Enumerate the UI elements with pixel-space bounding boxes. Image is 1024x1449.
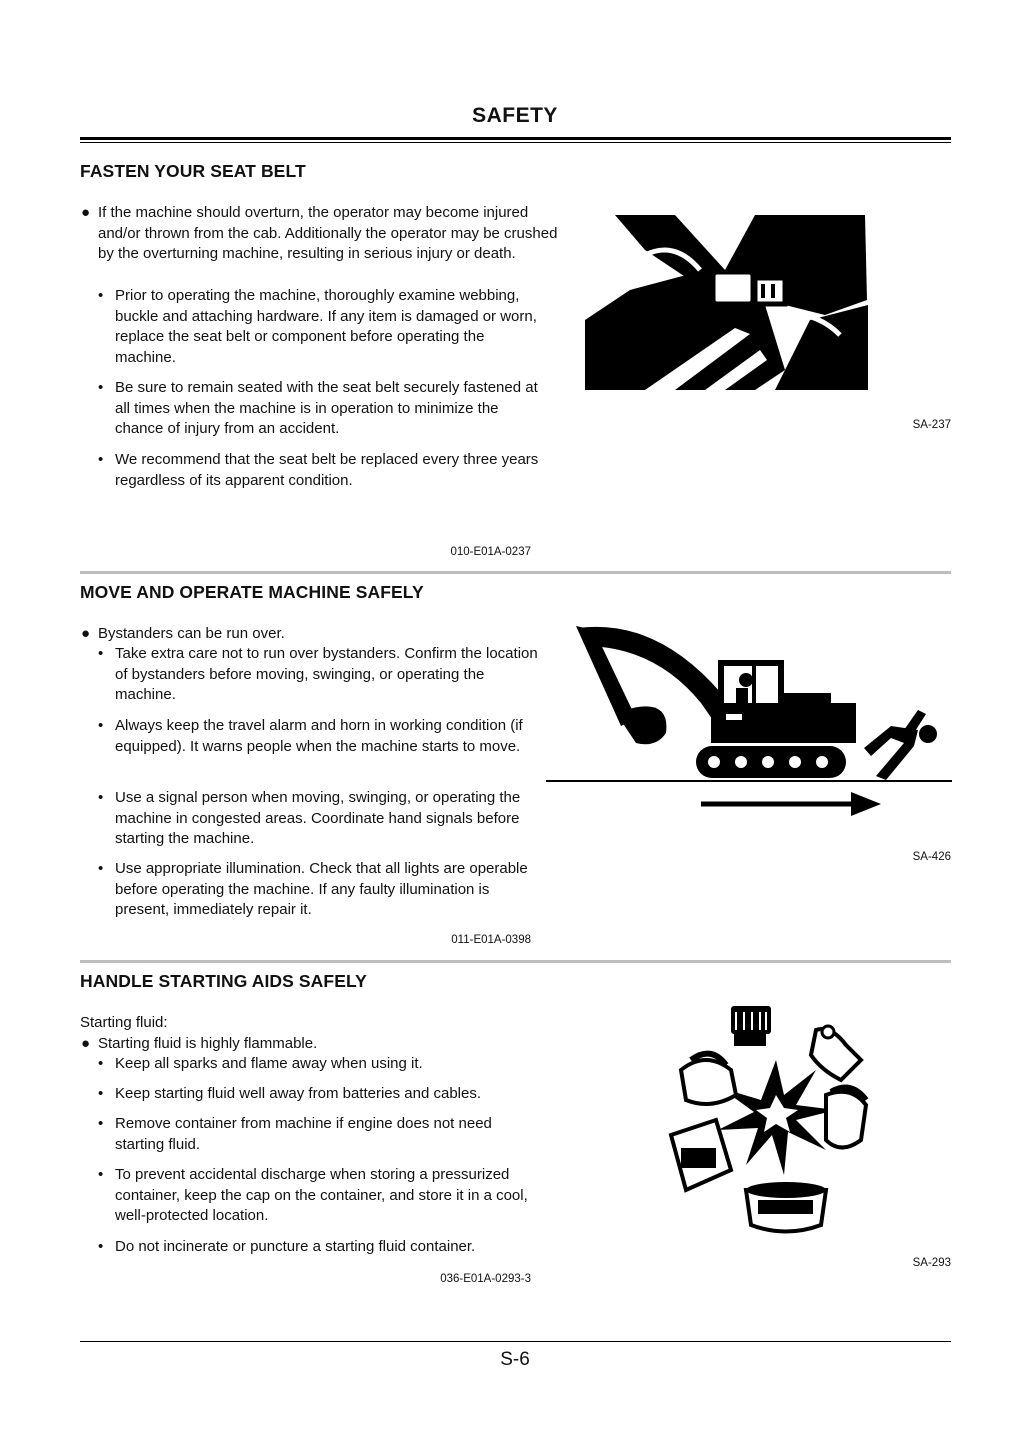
figure-ref-sa-426: SA-426 — [912, 851, 951, 863]
section-1-sub-item: • Be sure to remain seated with the seat belt securely fastened at all times when the machine is in operation to minimize the chance of injury from an accident. — [98, 379, 538, 438]
section-2-bullet — [80, 624, 558, 645]
section-2-sub-item: • Use appropriate illumination. Check that all lights are operable before operating the machine. If any faulty illumination is present, immediately repair it. — [98, 860, 528, 919]
bullet-text: If the machine should overturn, the operator may become injured and/or thrown from the cab. Additionally the operator may be crushed by the overturning machine, resulting in serious injury or death. — [98, 204, 558, 263]
header-rule — [80, 137, 951, 140]
section-3-sub-item: • Keep starting fluid well away from batteries and cables. — [98, 1085, 482, 1102]
exploding-fluid-can-icon — [666, 1000, 886, 1240]
section-3-sub-item: • Keep all sparks and flame away when using it. — [98, 1055, 423, 1072]
section-title-starting-aids: HANDLE STARTING AIDS SAFELY — [80, 971, 367, 991]
figure-ref-sa-237: SA-237 — [912, 419, 951, 431]
section-3-bullet — [80, 1034, 558, 1055]
section-1-bullet — [80, 203, 558, 265]
excavator-run-over-icon — [546, 618, 952, 818]
seat-belt-buckle-icon — [585, 210, 870, 395]
section-divider — [80, 571, 951, 574]
bullet-dot: ● — [81, 625, 91, 642]
section-title-move-operate: MOVE AND OPERATE MACHINE SAFELY — [80, 582, 424, 602]
section-3-sub-item: • Remove container from machine if engine does not need starting fluid. — [98, 1115, 492, 1153]
bullet-text: Bystanders can be run over. — [98, 625, 285, 642]
doc-code-section-3: 036-E01A-0293-3 — [440, 1273, 531, 1285]
footer-rule — [80, 1341, 951, 1342]
section-3-sub-item: • Do not incinerate or puncture a starting fluid container. — [98, 1238, 476, 1255]
header-rule-thin — [80, 142, 951, 143]
section-3-sub-item: • To prevent accidental discharge when storing a pressurized container, keep the cap on the container, and store it in a cool, well-protected location. — [98, 1166, 528, 1225]
doc-code-section-1: 010-E01A-0237 — [450, 546, 531, 558]
section-2-sub-item: • Always keep the travel alarm and horn in working condition (if equipped). It warns people when the machine starts to move. — [98, 717, 523, 755]
bullet-text: Starting fluid is highly flammable. — [98, 1035, 318, 1052]
section-1-sub-item: • Prior to operating the machine, thoroughly examine webbing, buckle and attaching hardware. If any item is damaged or worn, replace the seat belt or component before operating the machine. — [98, 287, 537, 366]
intro-starting-fluid: Starting fluid: — [80, 1014, 168, 1031]
figure-ref-sa-293: SA-293 — [912, 1257, 951, 1269]
page-header: SAFETY — [472, 104, 558, 127]
section-2-sub-item: • Take extra care not to run over bystanders. Confirm the location of bystanders before moving, swinging, or operating the machine. — [98, 645, 538, 704]
section-divider — [80, 960, 951, 963]
section-1-sub-item: • We recommend that the seat belt be replaced every three years regardless of its apparent condition. — [98, 451, 539, 489]
section-2-sub-item: • Use a signal person when moving, swinging, or operating the machine in congested areas. Coordinate hand signals before starting the machine. — [98, 789, 521, 848]
doc-code-section-2: 011-E01A-0398 — [451, 934, 531, 946]
section-title-seat-belt: FASTEN YOUR SEAT BELT — [80, 161, 306, 181]
bullet-dot: ● — [81, 204, 91, 221]
page-number: S-6 — [500, 1349, 530, 1370]
bullet-dot: ● — [81, 1035, 91, 1052]
